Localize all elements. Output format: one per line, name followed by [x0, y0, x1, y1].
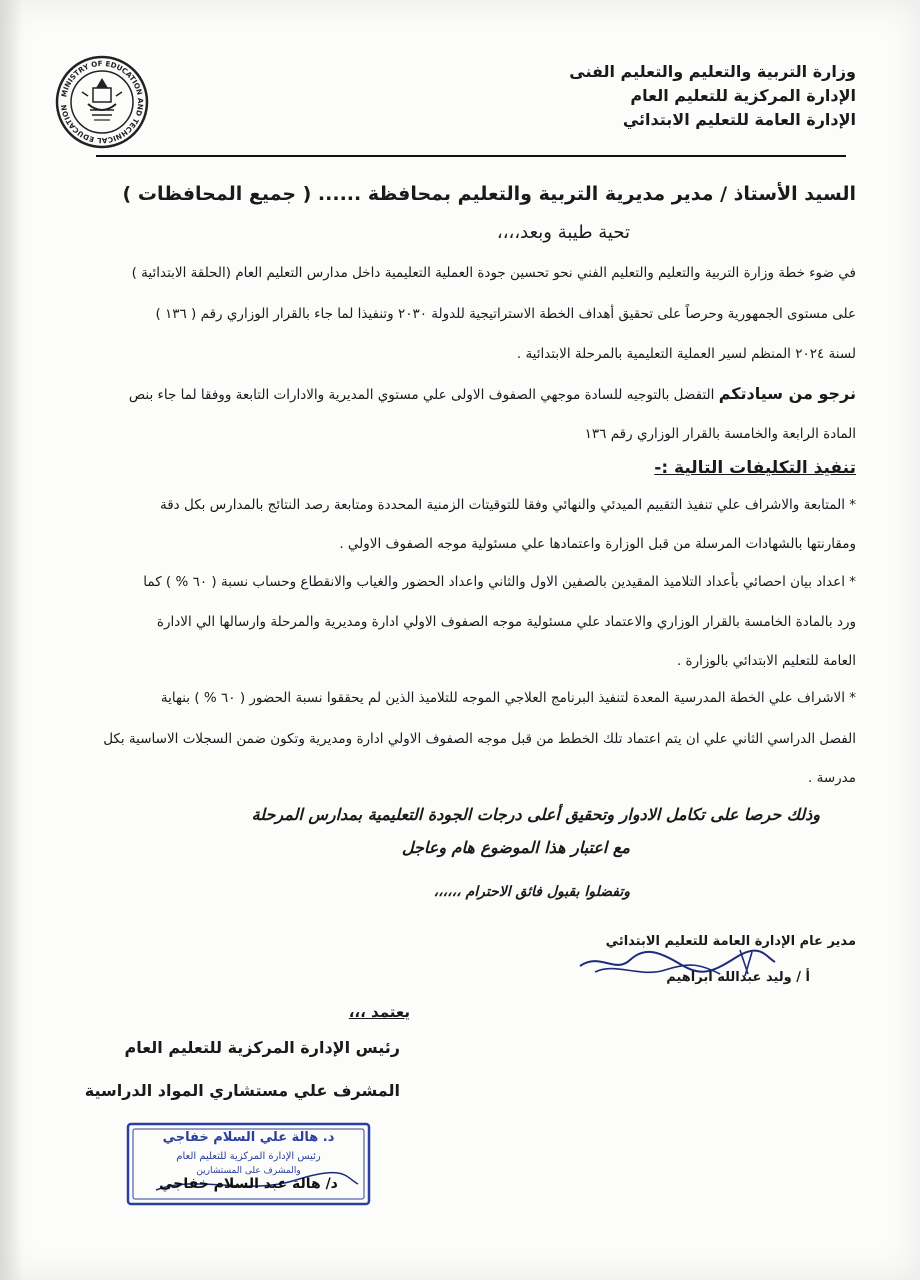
- intro-line-1: في ضوء خطة وزارة التربية والتعليم والتعليم الفني نحو تحسين جودة العملية التعليمية داخل مدارس التعليم العام (الحلقة الابتدائية ): [131, 265, 856, 281]
- task-2-line-2: ورد بالمادة الخامسة بالقرار الوزاري والاعتماد علي مسئولية موجه الصفوف الاولي ادارة ومديرية والمرحلة وارسالها الي الادارة: [156, 614, 856, 630]
- greeting: تحية طيبة وبعد،،،،: [496, 222, 630, 243]
- scan-shadow: [0, 0, 22, 1280]
- request-line-2: المادة الرابعة والخامسة بالقرار الوزاري رقم ١٣٦: [584, 426, 856, 442]
- signatory-name: أ / وليد عبدالله ابراهيم: [666, 970, 810, 985]
- request-line-1: [66, 384, 856, 403]
- request-text: التفضل بالتوجيه للسادة موجهي الصفوف الاولى علي مستوي المديرية والادارات التابعة ووفقا لما جاء بنص: [128, 387, 715, 403]
- intro-line-2: على مستوى الجمهورية وحرصاً على تحقيق أهداف الخطة الاستراتيجية للدولة ٢٠٣٠ وتنفيذا لما جاء بالقرار الوزاري رقم ( ١٣٦ ): [155, 306, 856, 322]
- letterhead: [436, 60, 856, 132]
- stamp-name: د/ هالة عبد السلام خفاجي: [159, 1176, 338, 1192]
- letterhead-central-admin: الإدارة المركزية للتعليم العام: [630, 86, 856, 105]
- header-divider: [96, 155, 846, 157]
- letterhead-general-admin: الإدارة العامة للتعليم الابتدائي: [622, 110, 856, 129]
- letterhead-ministry: وزارة التربية والتعليم والتعليم الفنى: [569, 62, 856, 81]
- ministry-seal-icon: [52, 52, 152, 152]
- task-1-line-1: * المتابعة والاشراف علي تنفيذ التقييم الميدئي والنهائي وفقا للتوقيتات الزمنية المحددة ومتابعة رصد النتائج بالمدارس بكل دقة: [159, 497, 856, 513]
- approval-line-2: المشرف علي مستشاري المواد الدراسية: [84, 1081, 400, 1100]
- closing-line-2: مع اعتبار هذا الموضوع هام وعاجل: [401, 838, 630, 857]
- stamp-line-2: رئيس الإدارة المركزية للتعليم العام: [176, 1151, 321, 1162]
- intro-line-3: لسنة ٢٠٢٤ المنظم لسير العملية التعليمية بالمرحلة الابتدائية .: [516, 346, 856, 362]
- request-lead: نرجو من سيادتكم: [718, 384, 856, 403]
- closing-line-1: وذلك حرصا على تكامل الادوار وتحقيق أعلى درجات الجودة التعليمية بمدارس المرحلة: [251, 805, 820, 824]
- task-3-line-1: * الاشراف علي الخطة المدرسية المعدة لتنفيذ البرنامج العلاجي الموجه للتلاميذ الذين لم يحققوا نسبة الحضور ( ٦٠ % ) بنهاية: [160, 690, 856, 706]
- task-3-line-3: مدرسة .: [808, 770, 856, 786]
- task-1-line-2: ومقارنتها بالشهادات المرسلة من قبل الوزارة واعتمادها علي مسئولية موجه الصفوف الاولي .: [339, 536, 856, 552]
- stamp-line-1: د. هالة علي السلام خفاجي: [162, 1130, 335, 1145]
- addressee: السيد الأستاذ / مدير مديرية التربية والتعليم بمحافظة ...... ( جميع المحافظات ): [122, 183, 856, 205]
- task-2-line-3: العامة للتعليم الابتدائي بالوزارة .: [676, 653, 856, 669]
- official-stamp: [126, 1122, 371, 1206]
- closing-line-3: وتفضلوا بقبول فائق الاحترام ،،،،،،: [433, 884, 630, 900]
- task-3-line-2: الفصل الدراسي الثاني علي ان يتم اعتماد تلك الخطط من قبل موجه الصفوف الاولي ادارة ومديرية وتكون ضمن السجلات الاساسية بكل: [103, 731, 856, 747]
- task-2-line-1: * اعداد بيان احصائي بأعداد التلاميذ المقيدين بالصفين الاول والثاني واعداد الحضور والغياب والانقطاع وحساب نسبة ( ٦٠ % ) كما: [143, 574, 856, 590]
- signatory-title: مدير عام الإدارة العامة للتعليم الابتدائي: [605, 934, 856, 949]
- approval-label: يعتمد ،،،: [348, 1003, 410, 1021]
- seal-text: MINISTRY OF EDUCATION AND TECHNICAL EDUCATION: [59, 58, 146, 146]
- stamp-line-3: والمشرف على المستشارين: [196, 1166, 301, 1176]
- approval-line-1: رئيس الإدارة المركزية للتعليم العام: [124, 1038, 400, 1057]
- tasks-title: تنفيذ التكليفات التالية :-: [654, 458, 856, 478]
